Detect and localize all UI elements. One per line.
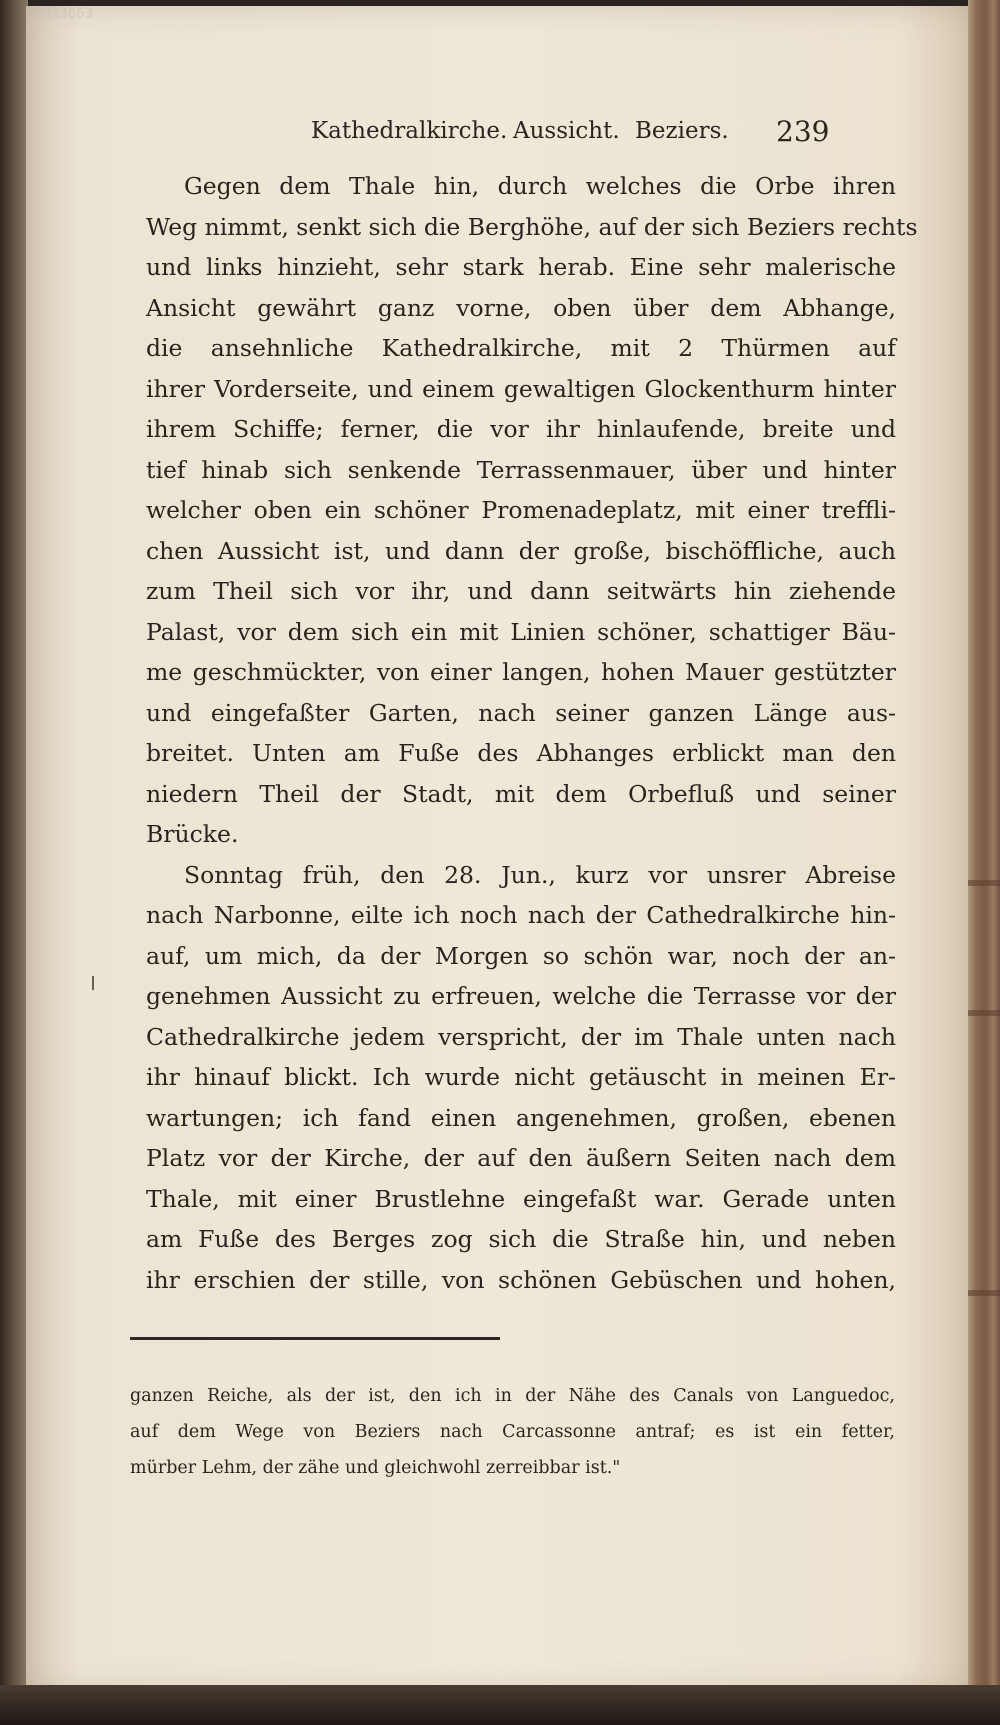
page-number: 239 xyxy=(776,115,830,148)
book-left-edge xyxy=(0,0,28,1725)
edge-band xyxy=(968,1290,1000,1296)
book-bottom-edge xyxy=(0,1685,1000,1725)
body-line: am Fuße des Berges zog sich die Straße hin, und neben xyxy=(146,1225,896,1253)
book-page xyxy=(26,6,972,1692)
body-line: Gegen dem Thale hin, durch welches die Orbe ihren xyxy=(184,172,896,200)
body-line: Brücke. xyxy=(146,820,239,848)
body-line: Palast, vor dem sich ein mit Linien schöner, schattiger Bäu- xyxy=(146,617,896,646)
body-line: ihrer Vorderseite, und einem gewaltigen Glockenthurm hinter xyxy=(146,374,896,403)
body-line: ihr erschien der stille, von schönen Gebüschen und hohen, xyxy=(146,1265,896,1294)
footnote-line: auf dem Wege von Beziers nach Carcassonne antraf; es ist ein fetter, xyxy=(130,1422,895,1442)
body-line: chen Aussicht ist, und dann der große, bischöffliche, auch xyxy=(146,536,896,565)
edge-band xyxy=(968,880,1000,886)
body-line: welcher oben ein schöner Promenadeplatz, mit einer treffli- xyxy=(146,496,896,524)
body-line: wartungen; ich fand einen angenehmen, großen, ebenen xyxy=(146,1103,896,1132)
body-line: nach Narbonne, eilte ich noch nach der Cathedralkirche hin- xyxy=(146,901,896,929)
body-line: und links hinzieht, sehr stark herab. Eine sehr malerische xyxy=(146,253,896,281)
footnote-divider xyxy=(130,1337,500,1340)
body-line: Thale, mit einer Brustlehne eingefaßt war. Gerade unten xyxy=(146,1184,896,1213)
body-line: Weg nimmt, senkt sich die Berghöhe, auf der sich Beziers rechts xyxy=(146,212,918,241)
body-text xyxy=(146,166,918,1316)
header-title-2: Aussicht. xyxy=(513,118,620,144)
book-right-edge xyxy=(968,0,1000,1725)
body-line: ihrem Schiffe; ferner, die vor ihr hinlaufende, breite und xyxy=(146,415,896,443)
footnote-block xyxy=(130,1378,895,1488)
body-line: und eingefaßter Garten, nach seiner ganzen Länge aus- xyxy=(146,698,896,727)
body-line: ihr hinauf blickt. Ich wurde nicht getäuscht in meinen Er- xyxy=(146,1063,896,1091)
body-line: Cathedralkirche jedem verspricht, der im Thale unten nach xyxy=(146,1022,896,1051)
body-line: zum Theil sich vor ihr, und dann seitwärts hin ziehende xyxy=(146,577,896,605)
edge-band xyxy=(968,1010,1000,1016)
margin-mark xyxy=(92,976,94,990)
header-title-1: Kathedralkirche. xyxy=(311,118,508,144)
body-line: breitet. Unten am Fuße des Abhanges erblickt man den xyxy=(146,739,896,767)
scan-id-label: 0033663 xyxy=(34,6,94,22)
body-line: Sonntag früh, den 28. Jun., kurz vor unsrer Abreise xyxy=(184,860,896,889)
body-line: die ansehnliche Kathedralkirche, mit 2 Thürmen auf xyxy=(146,334,896,362)
header-title-3: Beziers. xyxy=(635,118,729,144)
running-header xyxy=(311,115,911,154)
body-line: Ansicht gewährt ganz vorne, oben über dem Abhange, xyxy=(146,293,896,322)
body-line: genehmen Aussicht zu erfreuen, welche die Terrasse vor der xyxy=(146,982,896,1010)
body-line: me geschmückter, von einer langen, hohen Mauer gestützter xyxy=(146,658,896,686)
body-line: auf, um mich, da der Morgen so schön war, noch der an- xyxy=(146,941,896,970)
body-line: Platz vor der Kirche, der auf den äußern Seiten nach dem xyxy=(146,1144,896,1172)
body-line: niedern Theil der Stadt, mit dem Orbefluß und seiner xyxy=(146,779,896,808)
footnote-line: ganzen Reiche, als der ist, den ich in der Nähe des Canals von Languedoc, xyxy=(130,1386,895,1406)
body-line: tief hinab sich senkende Terrassenmauer, über und hinter xyxy=(146,455,896,484)
footnote-line: mürber Lehm, der zähe und gleichwohl zerreibbar ist." xyxy=(130,1458,621,1478)
